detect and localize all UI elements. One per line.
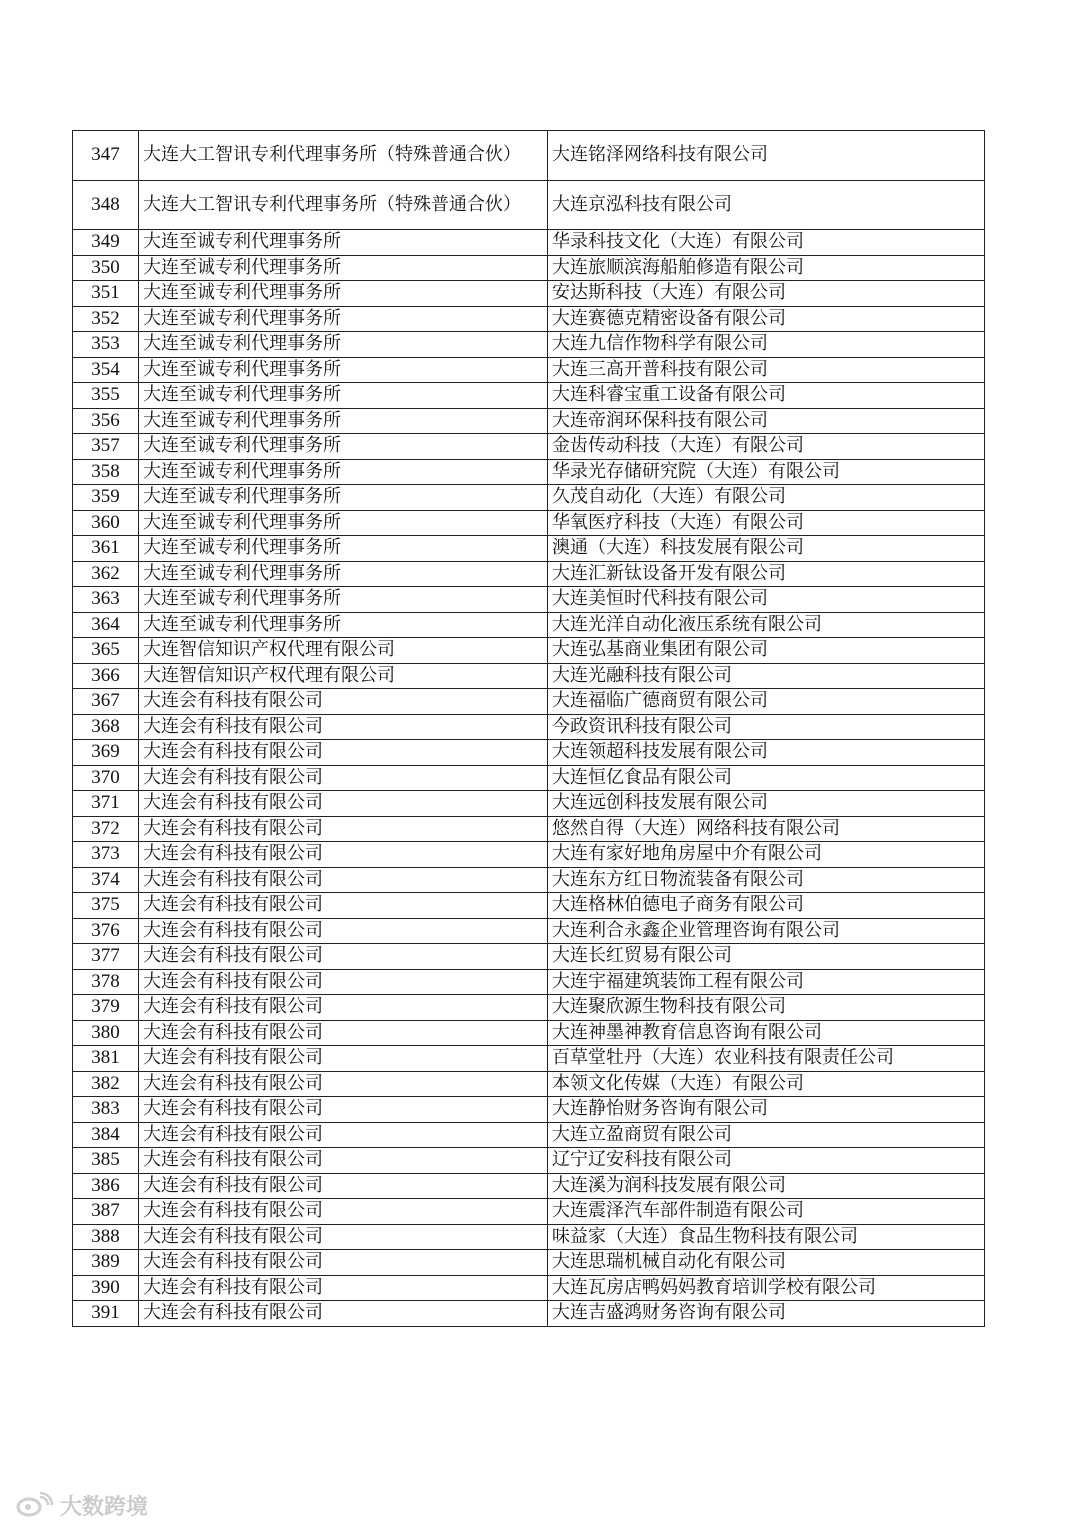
table-row — [73, 230, 985, 256]
agency-name: 大连会有科技有限公司 — [139, 995, 548, 1021]
row-number: 354 — [73, 357, 139, 383]
row-number: 359 — [73, 485, 139, 511]
agency-name: 大连会有科技有限公司 — [139, 1046, 548, 1072]
row-number: 377 — [73, 944, 139, 970]
agency-name: 大连至诚专利代理事务所 — [139, 536, 548, 562]
row-number: 364 — [73, 612, 139, 638]
client-company: 大连聚欣源生物科技有限公司 — [548, 995, 985, 1021]
row-number: 376 — [73, 918, 139, 944]
agency-name: 大连会有科技有限公司 — [139, 1071, 548, 1097]
table-row — [73, 536, 985, 562]
row-number: 357 — [73, 434, 139, 460]
agency-name: 大连至诚专利代理事务所 — [139, 230, 548, 256]
table-row — [73, 969, 985, 995]
client-company: 大连三高开普科技有限公司 — [548, 357, 985, 383]
table-row — [73, 995, 985, 1021]
client-company: 大连静怡财务咨询有限公司 — [548, 1097, 985, 1123]
table-row — [73, 357, 985, 383]
agency-name: 大连大工智讯专利代理事务所（特殊普通合伙） — [139, 180, 548, 230]
row-number: 389 — [73, 1250, 139, 1276]
client-company: 华录科技文化（大连）有限公司 — [548, 230, 985, 256]
client-company: 大连远创科技发展有限公司 — [548, 791, 985, 817]
client-company: 辽宁辽安科技有限公司 — [548, 1148, 985, 1174]
agency-name: 大连会有科技有限公司 — [139, 893, 548, 919]
row-number: 382 — [73, 1071, 139, 1097]
table-row — [73, 510, 985, 536]
agency-name: 大连至诚专利代理事务所 — [139, 408, 548, 434]
row-number: 380 — [73, 1020, 139, 1046]
table-row — [73, 1148, 985, 1174]
table-row — [73, 689, 985, 715]
client-company: 大连帝润环保科技有限公司 — [548, 408, 985, 434]
table-row — [73, 131, 985, 181]
table-row — [73, 1173, 985, 1199]
table-row — [73, 459, 985, 485]
client-company: 今政资讯科技有限公司 — [548, 714, 985, 740]
row-number: 369 — [73, 740, 139, 766]
agency-name: 大连至诚专利代理事务所 — [139, 561, 548, 587]
row-number: 381 — [73, 1046, 139, 1072]
agency-name: 大连至诚专利代理事务所 — [139, 255, 548, 281]
client-company: 大连利合永鑫企业管理咨询有限公司 — [548, 918, 985, 944]
client-company: 大连科睿宝重工设备有限公司 — [548, 383, 985, 409]
agency-name: 大连会有科技有限公司 — [139, 689, 548, 715]
row-number: 368 — [73, 714, 139, 740]
row-number: 375 — [73, 893, 139, 919]
agency-name: 大连会有科技有限公司 — [139, 1199, 548, 1225]
row-number: 366 — [73, 663, 139, 689]
table-row — [73, 1097, 985, 1123]
table-row — [73, 893, 985, 919]
client-company: 大连神墨神教育信息咨询有限公司 — [548, 1020, 985, 1046]
table-row — [73, 434, 985, 460]
table-row — [73, 944, 985, 970]
client-company: 大连汇新钛设备开发有限公司 — [548, 561, 985, 587]
row-number: 352 — [73, 306, 139, 332]
client-company: 悠然自得（大连）网络科技有限公司 — [548, 816, 985, 842]
client-company: 大连格林伯德电子商务有限公司 — [548, 893, 985, 919]
client-company: 金齿传动科技（大连）有限公司 — [548, 434, 985, 460]
client-company: 味益家（大连）食品生物科技有限公司 — [548, 1224, 985, 1250]
client-company: 华录光存储研究院（大连）有限公司 — [548, 459, 985, 485]
agency-name: 大连会有科技有限公司 — [139, 1275, 548, 1301]
agency-name: 大连会有科技有限公司 — [139, 944, 548, 970]
client-company: 澳通（大连）科技发展有限公司 — [548, 536, 985, 562]
table-row — [73, 485, 985, 511]
agency-name: 大连会有科技有限公司 — [139, 816, 548, 842]
row-number: 350 — [73, 255, 139, 281]
table-row — [73, 1122, 985, 1148]
agency-name: 大连至诚专利代理事务所 — [139, 510, 548, 536]
row-number: 365 — [73, 638, 139, 664]
agency-name: 大连会有科技有限公司 — [139, 867, 548, 893]
table-row — [73, 663, 985, 689]
client-company: 大连震泽汽车部件制造有限公司 — [548, 1199, 985, 1225]
table-row — [73, 408, 985, 434]
table-row — [73, 918, 985, 944]
row-number: 349 — [73, 230, 139, 256]
client-company: 大连思瑞机械自动化有限公司 — [548, 1250, 985, 1276]
client-company: 大连光融科技有限公司 — [548, 663, 985, 689]
agency-name: 大连会有科技有限公司 — [139, 1250, 548, 1276]
agency-name: 大连至诚专利代理事务所 — [139, 383, 548, 409]
table-row — [73, 816, 985, 842]
table-row — [73, 1020, 985, 1046]
client-company: 大连恒亿食品有限公司 — [548, 765, 985, 791]
client-company: 久茂自动化（大连）有限公司 — [548, 485, 985, 511]
agency-name: 大连会有科技有限公司 — [139, 765, 548, 791]
row-number: 370 — [73, 765, 139, 791]
table-row — [73, 612, 985, 638]
table-row — [73, 740, 985, 766]
agency-name: 大连智信知识产权代理有限公司 — [139, 638, 548, 664]
client-company: 大连溪为润科技发展有限公司 — [548, 1173, 985, 1199]
table-row — [73, 561, 985, 587]
agency-name: 大连会有科技有限公司 — [139, 791, 548, 817]
row-number: 391 — [73, 1301, 139, 1327]
table-row — [73, 638, 985, 664]
client-company: 大连九信作物科学有限公司 — [548, 332, 985, 358]
row-number: 384 — [73, 1122, 139, 1148]
row-number: 361 — [73, 536, 139, 562]
client-company: 大连铭泽网络科技有限公司 — [548, 131, 985, 181]
agency-name: 大连会有科技有限公司 — [139, 918, 548, 944]
row-number: 358 — [73, 459, 139, 485]
row-number: 362 — [73, 561, 139, 587]
watermark-text: 大数跨境 — [60, 1494, 149, 1520]
client-company: 大连京泓科技有限公司 — [548, 180, 985, 230]
agency-name: 大连至诚专利代理事务所 — [139, 612, 548, 638]
row-number: 355 — [73, 383, 139, 409]
table-row — [73, 1071, 985, 1097]
client-company: 大连长红贸易有限公司 — [548, 944, 985, 970]
agency-name: 大连至诚专利代理事务所 — [139, 357, 548, 383]
table-row — [73, 1275, 985, 1301]
agency-name: 大连会有科技有限公司 — [139, 1020, 548, 1046]
client-company: 华氧医疗科技（大连）有限公司 — [548, 510, 985, 536]
client-company: 大连光洋自动化液压系统有限公司 — [548, 612, 985, 638]
client-company: 大连福临广德商贸有限公司 — [548, 689, 985, 715]
weibo-logo-icon — [14, 1492, 54, 1518]
client-company: 大连旅顺滨海船舶修造有限公司 — [548, 255, 985, 281]
agency-name: 大连会有科技有限公司 — [139, 1224, 548, 1250]
row-number: 347 — [73, 131, 139, 181]
row-number: 383 — [73, 1097, 139, 1123]
table-row — [73, 765, 985, 791]
client-company: 大连美恒时代科技有限公司 — [548, 587, 985, 613]
row-number: 353 — [73, 332, 139, 358]
row-number: 363 — [73, 587, 139, 613]
row-number: 367 — [73, 689, 139, 715]
row-number: 388 — [73, 1224, 139, 1250]
agency-name: 大连会有科技有限公司 — [139, 1301, 548, 1327]
row-number: 372 — [73, 816, 139, 842]
table-row — [73, 587, 985, 613]
agency-name: 大连会有科技有限公司 — [139, 969, 548, 995]
client-company: 百草堂牡丹（大连）农业科技有限责任公司 — [548, 1046, 985, 1072]
table-row — [73, 306, 985, 332]
agency-name: 大连至诚专利代理事务所 — [139, 306, 548, 332]
table-row — [73, 255, 985, 281]
client-company: 大连吉盛鸿财务咨询有限公司 — [548, 1301, 985, 1327]
client-company: 大连宇福建筑装饰工程有限公司 — [548, 969, 985, 995]
table-row — [73, 1224, 985, 1250]
row-number: 379 — [73, 995, 139, 1021]
agency-name: 大连智信知识产权代理有限公司 — [139, 663, 548, 689]
table-row — [73, 281, 985, 307]
row-number: 385 — [73, 1148, 139, 1174]
client-company: 大连立盈商贸有限公司 — [548, 1122, 985, 1148]
client-company: 大连弘基商业集团有限公司 — [548, 638, 985, 664]
table-row — [73, 1301, 985, 1327]
agency-name: 大连至诚专利代理事务所 — [139, 485, 548, 511]
row-number: 386 — [73, 1173, 139, 1199]
row-number: 371 — [73, 791, 139, 817]
row-number: 348 — [73, 180, 139, 230]
agency-name: 大连会有科技有限公司 — [139, 714, 548, 740]
agency-name: 大连会有科技有限公司 — [139, 740, 548, 766]
agency-name: 大连至诚专利代理事务所 — [139, 434, 548, 460]
row-number: 387 — [73, 1199, 139, 1225]
row-number: 351 — [73, 281, 139, 307]
agency-name: 大连大工智讯专利代理事务所（特殊普通合伙） — [139, 131, 548, 181]
agency-name: 大连至诚专利代理事务所 — [139, 587, 548, 613]
agency-table — [72, 130, 985, 1327]
client-company: 大连瓦房店鸭妈妈教育培训学校有限公司 — [548, 1275, 985, 1301]
row-number: 390 — [73, 1275, 139, 1301]
client-company: 大连有家好地角房屋中介有限公司 — [548, 842, 985, 868]
table-row — [73, 791, 985, 817]
client-company: 大连东方红日物流装备有限公司 — [548, 867, 985, 893]
table-row — [73, 1199, 985, 1225]
table-row — [73, 1250, 985, 1276]
table-row — [73, 180, 985, 230]
agency-name: 大连会有科技有限公司 — [139, 842, 548, 868]
agency-name: 大连至诚专利代理事务所 — [139, 281, 548, 307]
agency-name: 大连会有科技有限公司 — [139, 1173, 548, 1199]
agency-name: 大连会有科技有限公司 — [139, 1122, 548, 1148]
agency-name: 大连会有科技有限公司 — [139, 1097, 548, 1123]
client-company: 大连领超科技发展有限公司 — [548, 740, 985, 766]
agency-name: 大连会有科技有限公司 — [139, 1148, 548, 1174]
row-number: 373 — [73, 842, 139, 868]
agency-name: 大连至诚专利代理事务所 — [139, 459, 548, 485]
client-company: 安达斯科技（大连）有限公司 — [548, 281, 985, 307]
table-row — [73, 1046, 985, 1072]
agency-name: 大连至诚专利代理事务所 — [139, 332, 548, 358]
row-number: 356 — [73, 408, 139, 434]
table-row — [73, 383, 985, 409]
table-row — [73, 867, 985, 893]
watermark — [14, 1490, 148, 1520]
table-row — [73, 842, 985, 868]
client-company: 本领文化传媒（大连）有限公司 — [548, 1071, 985, 1097]
row-number: 374 — [73, 867, 139, 893]
client-company: 大连赛德克精密设备有限公司 — [548, 306, 985, 332]
row-number: 378 — [73, 969, 139, 995]
table-row — [73, 714, 985, 740]
table-row — [73, 332, 985, 358]
row-number: 360 — [73, 510, 139, 536]
